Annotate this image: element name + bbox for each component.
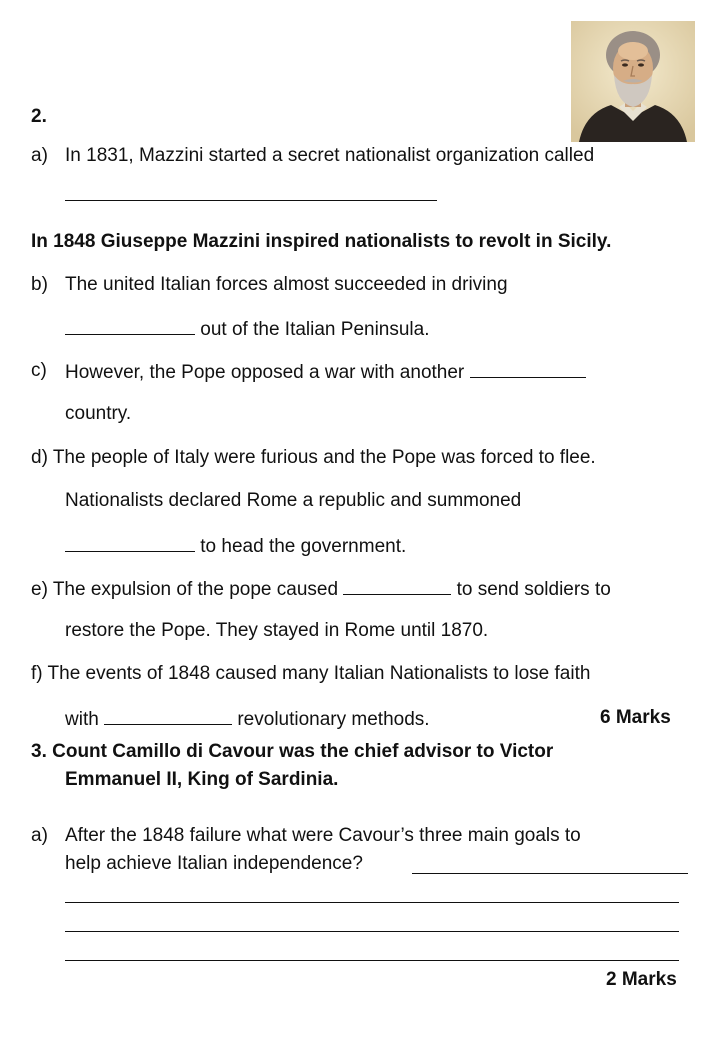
question-text-fragment: to send soldiers to bbox=[456, 579, 611, 600]
answer-blank[interactable] bbox=[65, 316, 195, 335]
question-text-fragment: out of the Italian Peninsula. bbox=[200, 319, 430, 340]
question-text: In 1831, Mazzini started a secret nationalist organization called bbox=[65, 145, 595, 166]
question-text: restore the Pope. They stayed in Rome until 1870. bbox=[65, 620, 489, 641]
marks-label: 2 Marks bbox=[606, 969, 677, 990]
answer-blank[interactable] bbox=[104, 706, 232, 725]
question-text bbox=[31, 576, 611, 602]
question-text-fragment: with bbox=[65, 709, 99, 730]
question-text-fragment: However, the Pope opposed a war with another bbox=[65, 362, 465, 383]
question-text bbox=[65, 533, 406, 559]
question-heading: Emmanuel II, King of Sardinia. bbox=[65, 769, 339, 790]
question-text-fragment: revolutionary methods. bbox=[237, 709, 430, 730]
answer-blank[interactable] bbox=[65, 200, 437, 201]
answer-line[interactable] bbox=[65, 931, 679, 932]
answer-blank[interactable] bbox=[412, 873, 688, 874]
question-text bbox=[65, 706, 430, 732]
item-label: b) bbox=[31, 274, 48, 295]
question-text: country. bbox=[65, 403, 132, 424]
mazzini-portrait-image bbox=[571, 21, 695, 142]
item-label: a) bbox=[31, 825, 48, 846]
marks-label: 6 Marks bbox=[600, 707, 671, 728]
answer-line[interactable] bbox=[65, 960, 679, 961]
question-text: After the 1848 failure what were Cavour’s three main goals to bbox=[65, 825, 581, 846]
question-heading: 3. Count Camillo di Cavour was the chief advisor to Victor bbox=[31, 741, 554, 762]
question-text bbox=[65, 316, 430, 342]
question-text-fragment: e) The expulsion of the pope caused bbox=[31, 579, 339, 600]
answer-blank[interactable] bbox=[343, 576, 451, 595]
item-label: c) bbox=[31, 360, 47, 381]
question-text: Nationalists declared Rome a republic and summoned bbox=[65, 490, 522, 511]
question-text-fragment: to head the government. bbox=[200, 536, 407, 557]
answer-blank[interactable] bbox=[470, 359, 586, 378]
question-text: d) The people of Italy were furious and the Pope was forced to flee. bbox=[31, 447, 596, 468]
question-number: 2. bbox=[31, 106, 47, 127]
question-text: f) The events of 1848 caused many Italian Nationalists to lose faith bbox=[31, 663, 591, 684]
item-label: a) bbox=[31, 145, 48, 166]
question-text: The united Italian forces almost succeeded in driving bbox=[65, 274, 508, 295]
answer-blank[interactable] bbox=[65, 533, 195, 552]
question-text: help achieve Italian independence? bbox=[65, 853, 363, 874]
answer-line[interactable] bbox=[65, 902, 679, 903]
question-text bbox=[65, 359, 586, 385]
intro-statement: In 1848 Giuseppe Mazzini inspired nationalists to revolt in Sicily. bbox=[31, 231, 612, 252]
